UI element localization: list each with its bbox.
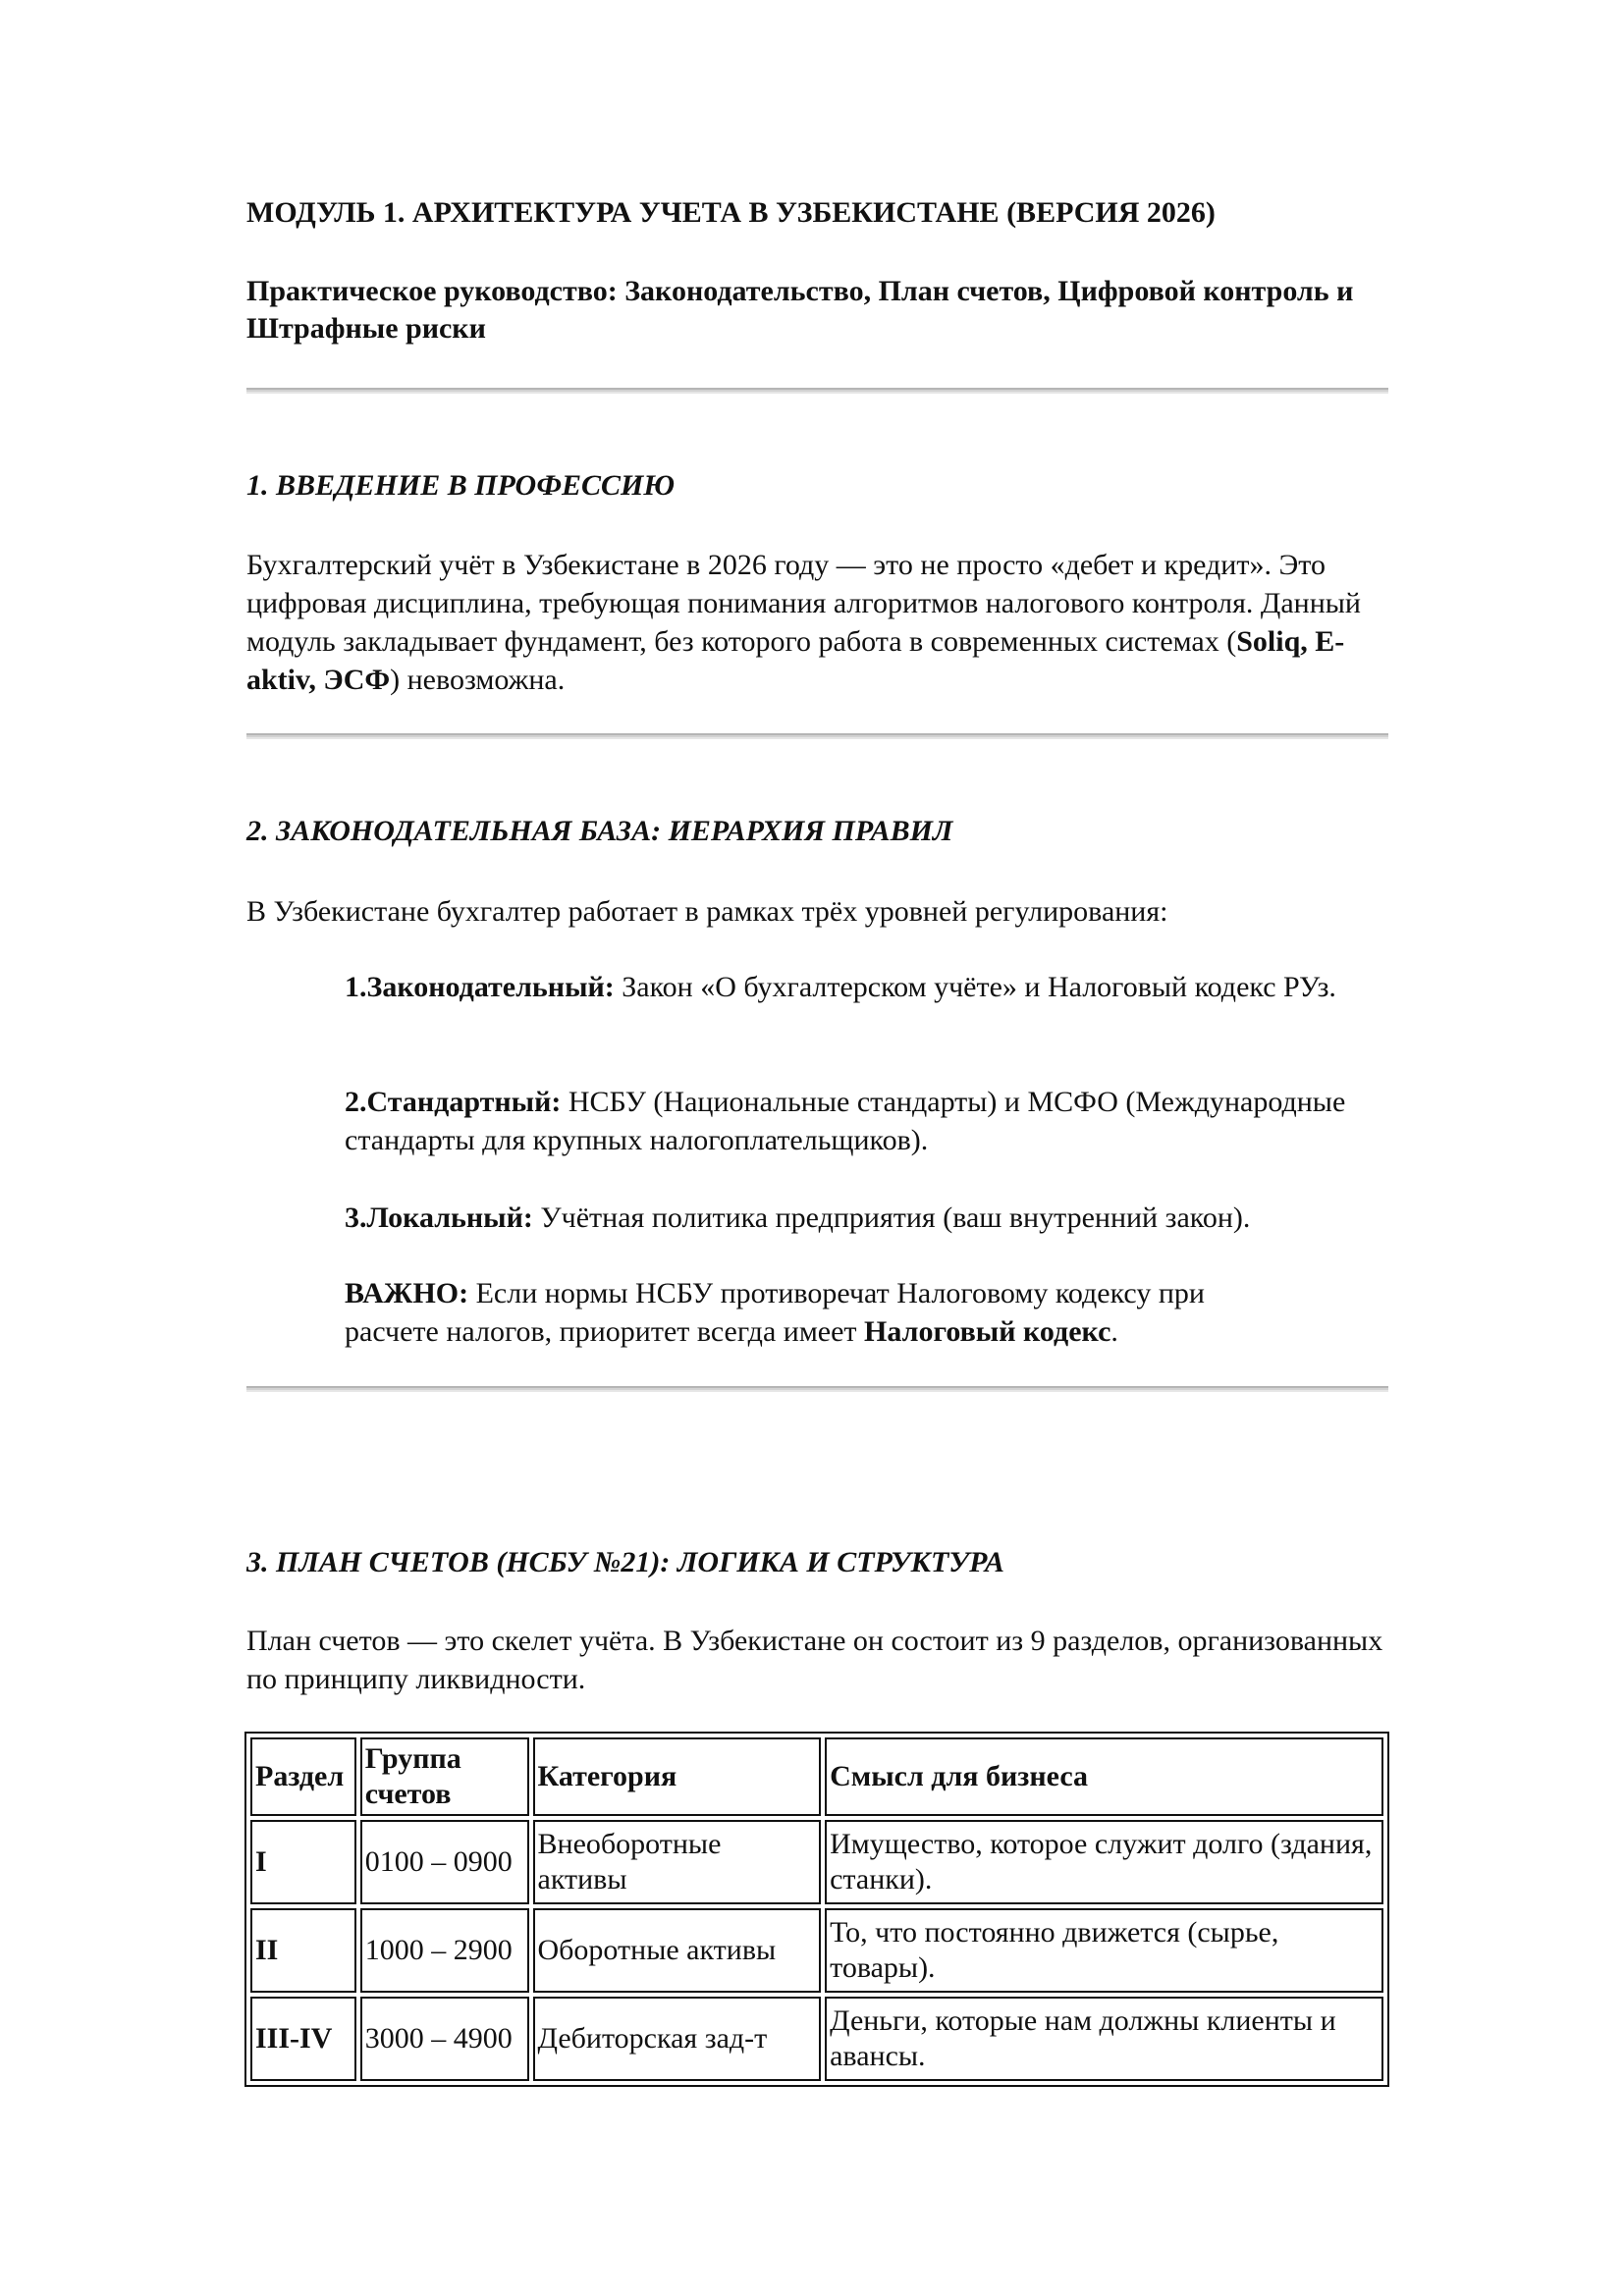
column-header: Группа счетов [360, 1737, 529, 1816]
table-cell: Дебиторская зад-т [533, 1997, 822, 2081]
page-subtitle: Практическое руководство: Законодательство, План счетов, Цифровой контроль и Штрафные риски [246, 275, 1354, 345]
table-header-row [250, 1737, 1383, 1816]
section1-paragraph [246, 546, 1388, 699]
level-item [345, 1199, 1388, 1237]
column-header: Раздел [250, 1737, 356, 1816]
table-cell: 3000 – 4900 [360, 1997, 529, 2081]
important-end: . [1110, 1315, 1118, 1348]
section-heading-2: 2. ЗАКОНОДАТЕЛЬНАЯ БАЗА: ИЕРАРХИЯ ПРАВИЛ [246, 815, 953, 847]
important-emphasis: Налоговый кодекс [864, 1315, 1111, 1348]
page-title: МОДУЛЬ 1. АРХИТЕКТУРА УЧЕТА В УЗБЕКИСТАНЕ (ВЕРСИЯ 2026) [246, 196, 1216, 229]
column-header: Смысл для бизнеса [825, 1737, 1383, 1816]
table-cell: Внеоборотные активы [533, 1820, 822, 1904]
accounts-table [244, 1732, 1389, 2087]
table-row [250, 1820, 1383, 1904]
section-heading-1: 1. ВВЕДЕНИЕ В ПРОФЕССИЮ [246, 469, 676, 502]
level-label: 1.Законодательный: [345, 971, 615, 1003]
table-cell: III-IV [250, 1997, 356, 2081]
systems-names: Soliq, E-aktiv, ЭСФ [246, 625, 1345, 696]
level-label: 2.Стандартный: [345, 1086, 562, 1118]
important-note [345, 1274, 1287, 1351]
level-text: Закон «О бухгалтерском учёте» и Налоговый кодекс РУз. [614, 971, 1336, 1003]
table-cell: 1000 – 2900 [360, 1908, 529, 1993]
section1-text-end: ) невозможна. [390, 664, 566, 696]
table-cell: Имущество, которое служит долго (здания, станки). [825, 1820, 1383, 1904]
level-item [345, 968, 1388, 1006]
important-label: ВАЖНО: [345, 1277, 469, 1309]
section2-intro: В Узбекистане бухгалтер работает в рамках трёх уровней регулирования: [246, 895, 1168, 928]
section-heading-3: 3. ПЛАН СЧЕТОВ (НСБУ №21): ЛОГИКА И СТРУКТУРА [246, 1546, 1004, 1578]
table-row [250, 1997, 1383, 2081]
section1-text: Бухгалтерский учёт в Узбекистане в 2026 году — это не просто «дебет и кредит». Это цифровая дисциплина, требующая понимания алгоритмов налогового контроля. Данный модуль закладывает фундамент, без которого работа в современных системах ( [246, 549, 1361, 658]
level-label: 3.Локальный: [345, 1201, 533, 1234]
table-cell: То, что постоянно движется (сырье, товары). [825, 1908, 1383, 1993]
level-text: Учётная политика предприятия (ваш внутренний закон). [532, 1201, 1251, 1234]
horizontal-rule [246, 733, 1388, 739]
level-item [345, 1083, 1388, 1159]
table-cell: Деньги, которые нам должны клиенты и авансы. [825, 1997, 1383, 2081]
horizontal-rule [246, 1386, 1388, 1392]
table-cell: Оборотные активы [533, 1908, 822, 1993]
important-text: Если нормы НСБУ противоречат Налоговому кодексу при расчете налогов, приоритет всегда имеет [345, 1277, 1205, 1348]
table-cell: 0100 – 0900 [360, 1820, 529, 1904]
column-header: Категория [533, 1737, 822, 1816]
table-cell: II [250, 1908, 356, 1993]
table-row [250, 1908, 1383, 1993]
section3-intro: План счетов — это скелет учёта. В Узбекистане он состоит из 9 разделов, организованных по принципу ликвидности. [246, 1625, 1383, 1695]
level-text: НСБУ (Национальные стандарты) и МСФО (Международные стандарты для крупных налогоплательщиков). [345, 1086, 1346, 1156]
table-cell: I [250, 1820, 356, 1904]
horizontal-rule [246, 388, 1388, 394]
